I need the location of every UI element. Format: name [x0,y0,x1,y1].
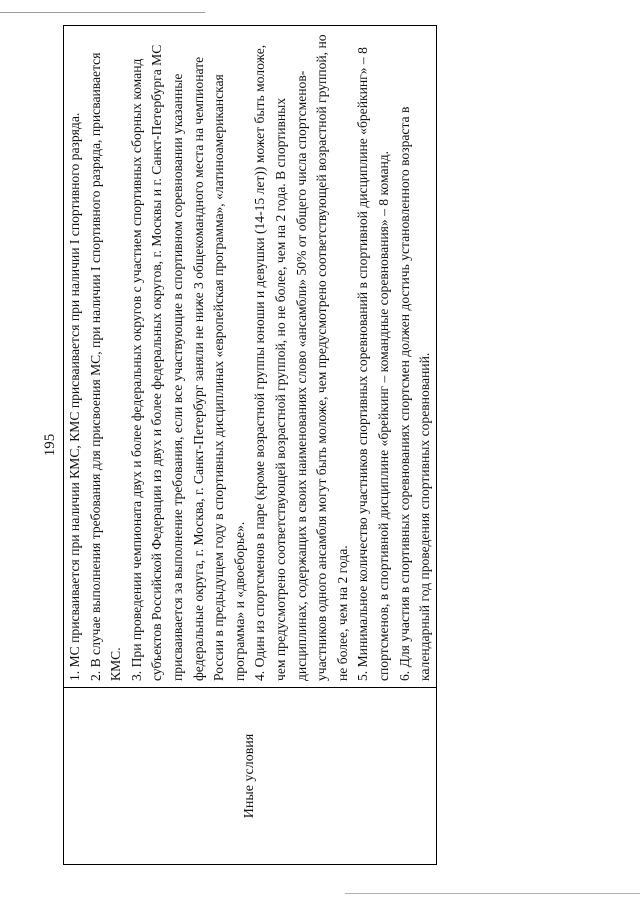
conditions-table [63,25,437,865]
row-content-cell [64,26,437,688]
page-number: 195 [42,433,58,457]
table-row [64,26,437,865]
condition-paragraph-4: 4. Один из спортсменов в паре (кроме возрастной группы юноши и девушки (14-15 лет)) может быть моложе, чем предусмотрено соответствующей возрастной группой, но не более, чем на 2 года. В спортивных дисциплинах, содержащих в своих наименованиях слово «ансамбли» 50% от общего числа спортсменов-участников одного ансамбля могут быть моложе, чем предусмотрено соответствующей возрастной группой, но не более, чем на 2 года. [252,34,350,681]
condition-paragraph-2: 2. В случае выполнения требования для присвоения МС, при наличии I спортивного разряда, присваивается КМС. [87,52,124,681]
top-scan-rule [0,12,205,13]
row-label: Иные условия [241,733,257,819]
condition-paragraph-6: 6. Для участия в спортивных соревнованиях спортсмен должен достичь установленного возраста в календарный год проведения спортивных соревнований. [396,106,433,681]
rotated-page [38,25,433,865]
bottom-scan-rule [345,893,640,894]
row-label-cell [64,688,437,865]
condition-paragraph-5: 5. Минимальное количество участников спортивных соревнований в спортивной дисциплине «брейкинг» – 8 спортсменов, в спортивной дисциплине «брейкинг – командные соревнования» – 8 команд. [355,47,391,681]
condition-paragraph-1: 1. МС присваивается при наличии КМС, КМС присваивается при наличии I спортивного разряда. [67,112,82,681]
condition-paragraph-3: 3. При проведении чемпионата двух и более федеральных округов с участием спортивных сборных команд субъектов Российской Федерации из двух и более федеральных округов, г. Москвы и г. Санкт-Петербурга МС присваивается за выполнение требования, если все участвующие в спортивном соревновании указанные федеральные округа, г. Москва, г. Санкт-Петербург заняли не ниже 3 общекомандного места на чемпионате России в предыдущем году в спортивных дисциплинах «европейская программа», «латиноамериканская программа» и «двоеборье». [128,44,247,681]
